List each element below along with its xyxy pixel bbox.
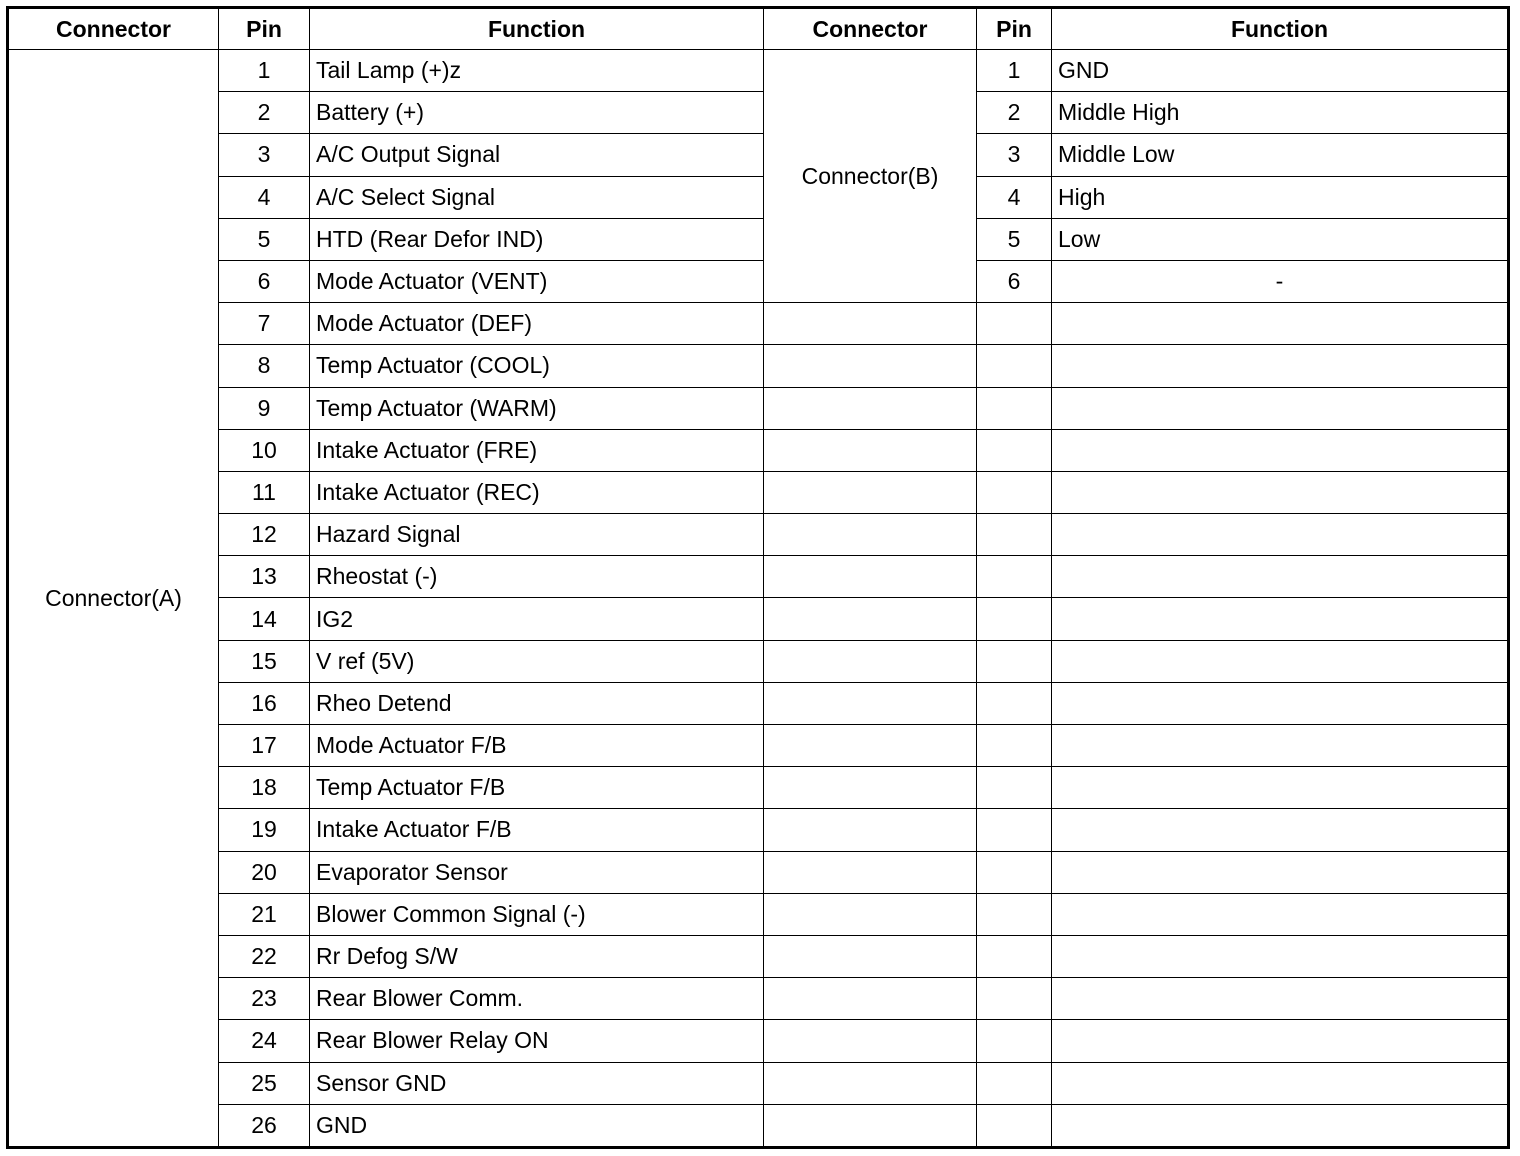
pin-function: Temp Actuator (WARM) bbox=[310, 387, 764, 429]
empty-function-cell bbox=[1052, 598, 1509, 640]
pin-number: 19 bbox=[219, 809, 310, 851]
pin-function: Tail Lamp (+)z bbox=[310, 50, 764, 92]
empty-connector-cell bbox=[764, 809, 977, 851]
empty-pin-cell bbox=[977, 1062, 1052, 1104]
empty-connector-cell bbox=[764, 303, 977, 345]
empty-pin-cell bbox=[977, 767, 1052, 809]
pin-number: 7 bbox=[219, 303, 310, 345]
table-row bbox=[8, 176, 1509, 218]
pin-number: 15 bbox=[219, 640, 310, 682]
pin-function: Rheostat (-) bbox=[310, 556, 764, 598]
empty-function-cell bbox=[1052, 809, 1509, 851]
table-row bbox=[8, 514, 1509, 556]
pin-number: 9 bbox=[219, 387, 310, 429]
empty-pin-cell bbox=[977, 303, 1052, 345]
pin-number: 1 bbox=[977, 50, 1052, 92]
pin-function: Sensor GND bbox=[310, 1062, 764, 1104]
pin-number: 4 bbox=[219, 176, 310, 218]
pin-function: Mode Actuator F/B bbox=[310, 725, 764, 767]
empty-function-cell bbox=[1052, 514, 1509, 556]
table-row bbox=[8, 345, 1509, 387]
pin-function: A/C Output Signal bbox=[310, 134, 764, 176]
empty-connector-cell bbox=[764, 387, 977, 429]
empty-connector-cell bbox=[764, 640, 977, 682]
empty-pin-cell bbox=[977, 1104, 1052, 1147]
table-row bbox=[8, 1104, 1509, 1147]
pin-number: 6 bbox=[219, 260, 310, 302]
connector-a-label: Connector(A) bbox=[8, 50, 219, 1148]
pin-function: Rheo Detend bbox=[310, 682, 764, 724]
table-row bbox=[8, 134, 1509, 176]
pin-number: 2 bbox=[219, 92, 310, 134]
header-function-b: Function bbox=[1052, 8, 1509, 50]
table-row bbox=[8, 471, 1509, 513]
empty-pin-cell bbox=[977, 471, 1052, 513]
empty-function-cell bbox=[1052, 682, 1509, 724]
pin-number: 3 bbox=[977, 134, 1052, 176]
pin-function: A/C Select Signal bbox=[310, 176, 764, 218]
pin-function: Temp Actuator (COOL) bbox=[310, 345, 764, 387]
pin-number: 22 bbox=[219, 935, 310, 977]
pin-function: Rr Defog S/W bbox=[310, 935, 764, 977]
empty-function-cell bbox=[1052, 893, 1509, 935]
pin-number: 12 bbox=[219, 514, 310, 556]
pin-function: Intake Actuator F/B bbox=[310, 809, 764, 851]
empty-function-cell bbox=[1052, 935, 1509, 977]
empty-function-cell bbox=[1052, 1104, 1509, 1147]
empty-function-cell bbox=[1052, 1062, 1509, 1104]
empty-pin-cell bbox=[977, 429, 1052, 471]
pin-number: 16 bbox=[219, 682, 310, 724]
pin-function: Temp Actuator F/B bbox=[310, 767, 764, 809]
pin-function: - bbox=[1052, 260, 1509, 302]
empty-function-cell bbox=[1052, 556, 1509, 598]
header-row bbox=[8, 8, 1509, 50]
pin-function: GND bbox=[1052, 50, 1509, 92]
pin-function: Middle Low bbox=[1052, 134, 1509, 176]
pin-function: GND bbox=[310, 1104, 764, 1147]
pin-function: Rear Blower Relay ON bbox=[310, 1020, 764, 1062]
empty-connector-cell bbox=[764, 682, 977, 724]
table-row bbox=[8, 598, 1509, 640]
empty-function-cell bbox=[1052, 387, 1509, 429]
empty-connector-cell bbox=[764, 978, 977, 1020]
pin-number: 10 bbox=[219, 429, 310, 471]
empty-function-cell bbox=[1052, 345, 1509, 387]
empty-pin-cell bbox=[977, 514, 1052, 556]
table-row bbox=[8, 640, 1509, 682]
table-row bbox=[8, 556, 1509, 598]
pin-number: 2 bbox=[977, 92, 1052, 134]
pin-number: 20 bbox=[219, 851, 310, 893]
pin-function: Mode Actuator (DEF) bbox=[310, 303, 764, 345]
empty-connector-cell bbox=[764, 514, 977, 556]
table-row bbox=[8, 725, 1509, 767]
pin-function: Blower Common Signal (-) bbox=[310, 893, 764, 935]
pin-number: 14 bbox=[219, 598, 310, 640]
empty-connector-cell bbox=[764, 471, 977, 513]
empty-pin-cell bbox=[977, 640, 1052, 682]
pin-number: 24 bbox=[219, 1020, 310, 1062]
header-connector-a: Connector bbox=[8, 8, 219, 50]
empty-connector-cell bbox=[764, 725, 977, 767]
empty-connector-cell bbox=[764, 935, 977, 977]
pin-function: Evaporator Sensor bbox=[310, 851, 764, 893]
table-row bbox=[8, 92, 1509, 134]
pin-number: 1 bbox=[219, 50, 310, 92]
empty-function-cell bbox=[1052, 851, 1509, 893]
pin-number: 25 bbox=[219, 1062, 310, 1104]
pin-number: 17 bbox=[219, 725, 310, 767]
pin-number: 4 bbox=[977, 176, 1052, 218]
table-row bbox=[8, 260, 1509, 302]
empty-function-cell bbox=[1052, 978, 1509, 1020]
pin-number: 3 bbox=[219, 134, 310, 176]
empty-connector-cell bbox=[764, 851, 977, 893]
pin-number: 5 bbox=[219, 218, 310, 260]
pin-function: Rear Blower Comm. bbox=[310, 978, 764, 1020]
pin-number: 21 bbox=[219, 893, 310, 935]
empty-pin-cell bbox=[977, 809, 1052, 851]
empty-pin-cell bbox=[977, 978, 1052, 1020]
pin-number: 6 bbox=[977, 260, 1052, 302]
empty-function-cell bbox=[1052, 767, 1509, 809]
empty-function-cell bbox=[1052, 1020, 1509, 1062]
pin-number: 26 bbox=[219, 1104, 310, 1147]
table-row bbox=[8, 935, 1509, 977]
table-row bbox=[8, 1020, 1509, 1062]
empty-connector-cell bbox=[764, 345, 977, 387]
pin-function: Intake Actuator (FRE) bbox=[310, 429, 764, 471]
pin-number: 5 bbox=[977, 218, 1052, 260]
empty-pin-cell bbox=[977, 935, 1052, 977]
table-row bbox=[8, 682, 1509, 724]
pin-number: 18 bbox=[219, 767, 310, 809]
table-row bbox=[8, 50, 1509, 92]
empty-function-cell bbox=[1052, 429, 1509, 471]
pin-number: 11 bbox=[219, 471, 310, 513]
empty-pin-cell bbox=[977, 556, 1052, 598]
empty-connector-cell bbox=[764, 598, 977, 640]
connector-pin-table bbox=[6, 6, 1510, 1149]
empty-function-cell bbox=[1052, 303, 1509, 345]
pin-function: Intake Actuator (REC) bbox=[310, 471, 764, 513]
pin-number: 8 bbox=[219, 345, 310, 387]
table-row bbox=[8, 851, 1509, 893]
pin-number: 23 bbox=[219, 978, 310, 1020]
header-connector-b: Connector bbox=[764, 8, 977, 50]
table-row bbox=[8, 218, 1509, 260]
pin-function: Mode Actuator (VENT) bbox=[310, 260, 764, 302]
empty-pin-cell bbox=[977, 1020, 1052, 1062]
empty-pin-cell bbox=[977, 598, 1052, 640]
empty-connector-cell bbox=[764, 429, 977, 471]
pin-function: Low bbox=[1052, 218, 1509, 260]
table-row bbox=[8, 978, 1509, 1020]
empty-connector-cell bbox=[764, 556, 977, 598]
table-row bbox=[8, 1062, 1509, 1104]
empty-function-cell bbox=[1052, 725, 1509, 767]
table-row bbox=[8, 429, 1509, 471]
table-row bbox=[8, 387, 1509, 429]
pin-function: Battery (+) bbox=[310, 92, 764, 134]
pin-function: V ref (5V) bbox=[310, 640, 764, 682]
pin-function: Middle High bbox=[1052, 92, 1509, 134]
empty-connector-cell bbox=[764, 1104, 977, 1147]
pin-function: HTD (Rear Defor IND) bbox=[310, 218, 764, 260]
empty-connector-cell bbox=[764, 1020, 977, 1062]
empty-pin-cell bbox=[977, 345, 1052, 387]
header-function-a: Function bbox=[310, 8, 764, 50]
empty-function-cell bbox=[1052, 471, 1509, 513]
empty-connector-cell bbox=[764, 767, 977, 809]
empty-pin-cell bbox=[977, 851, 1052, 893]
empty-pin-cell bbox=[977, 387, 1052, 429]
table-row bbox=[8, 767, 1509, 809]
table-row bbox=[8, 303, 1509, 345]
empty-pin-cell bbox=[977, 725, 1052, 767]
empty-pin-cell bbox=[977, 682, 1052, 724]
table-row bbox=[8, 809, 1509, 851]
empty-function-cell bbox=[1052, 640, 1509, 682]
empty-connector-cell bbox=[764, 893, 977, 935]
pin-number: 13 bbox=[219, 556, 310, 598]
table-row bbox=[8, 893, 1509, 935]
empty-pin-cell bbox=[977, 893, 1052, 935]
pin-function: IG2 bbox=[310, 598, 764, 640]
pin-function: Hazard Signal bbox=[310, 514, 764, 556]
connector-b-label: Connector(B) bbox=[764, 50, 977, 303]
header-pin-a: Pin bbox=[219, 8, 310, 50]
header-pin-b: Pin bbox=[977, 8, 1052, 50]
pin-function: High bbox=[1052, 176, 1509, 218]
empty-connector-cell bbox=[764, 1062, 977, 1104]
